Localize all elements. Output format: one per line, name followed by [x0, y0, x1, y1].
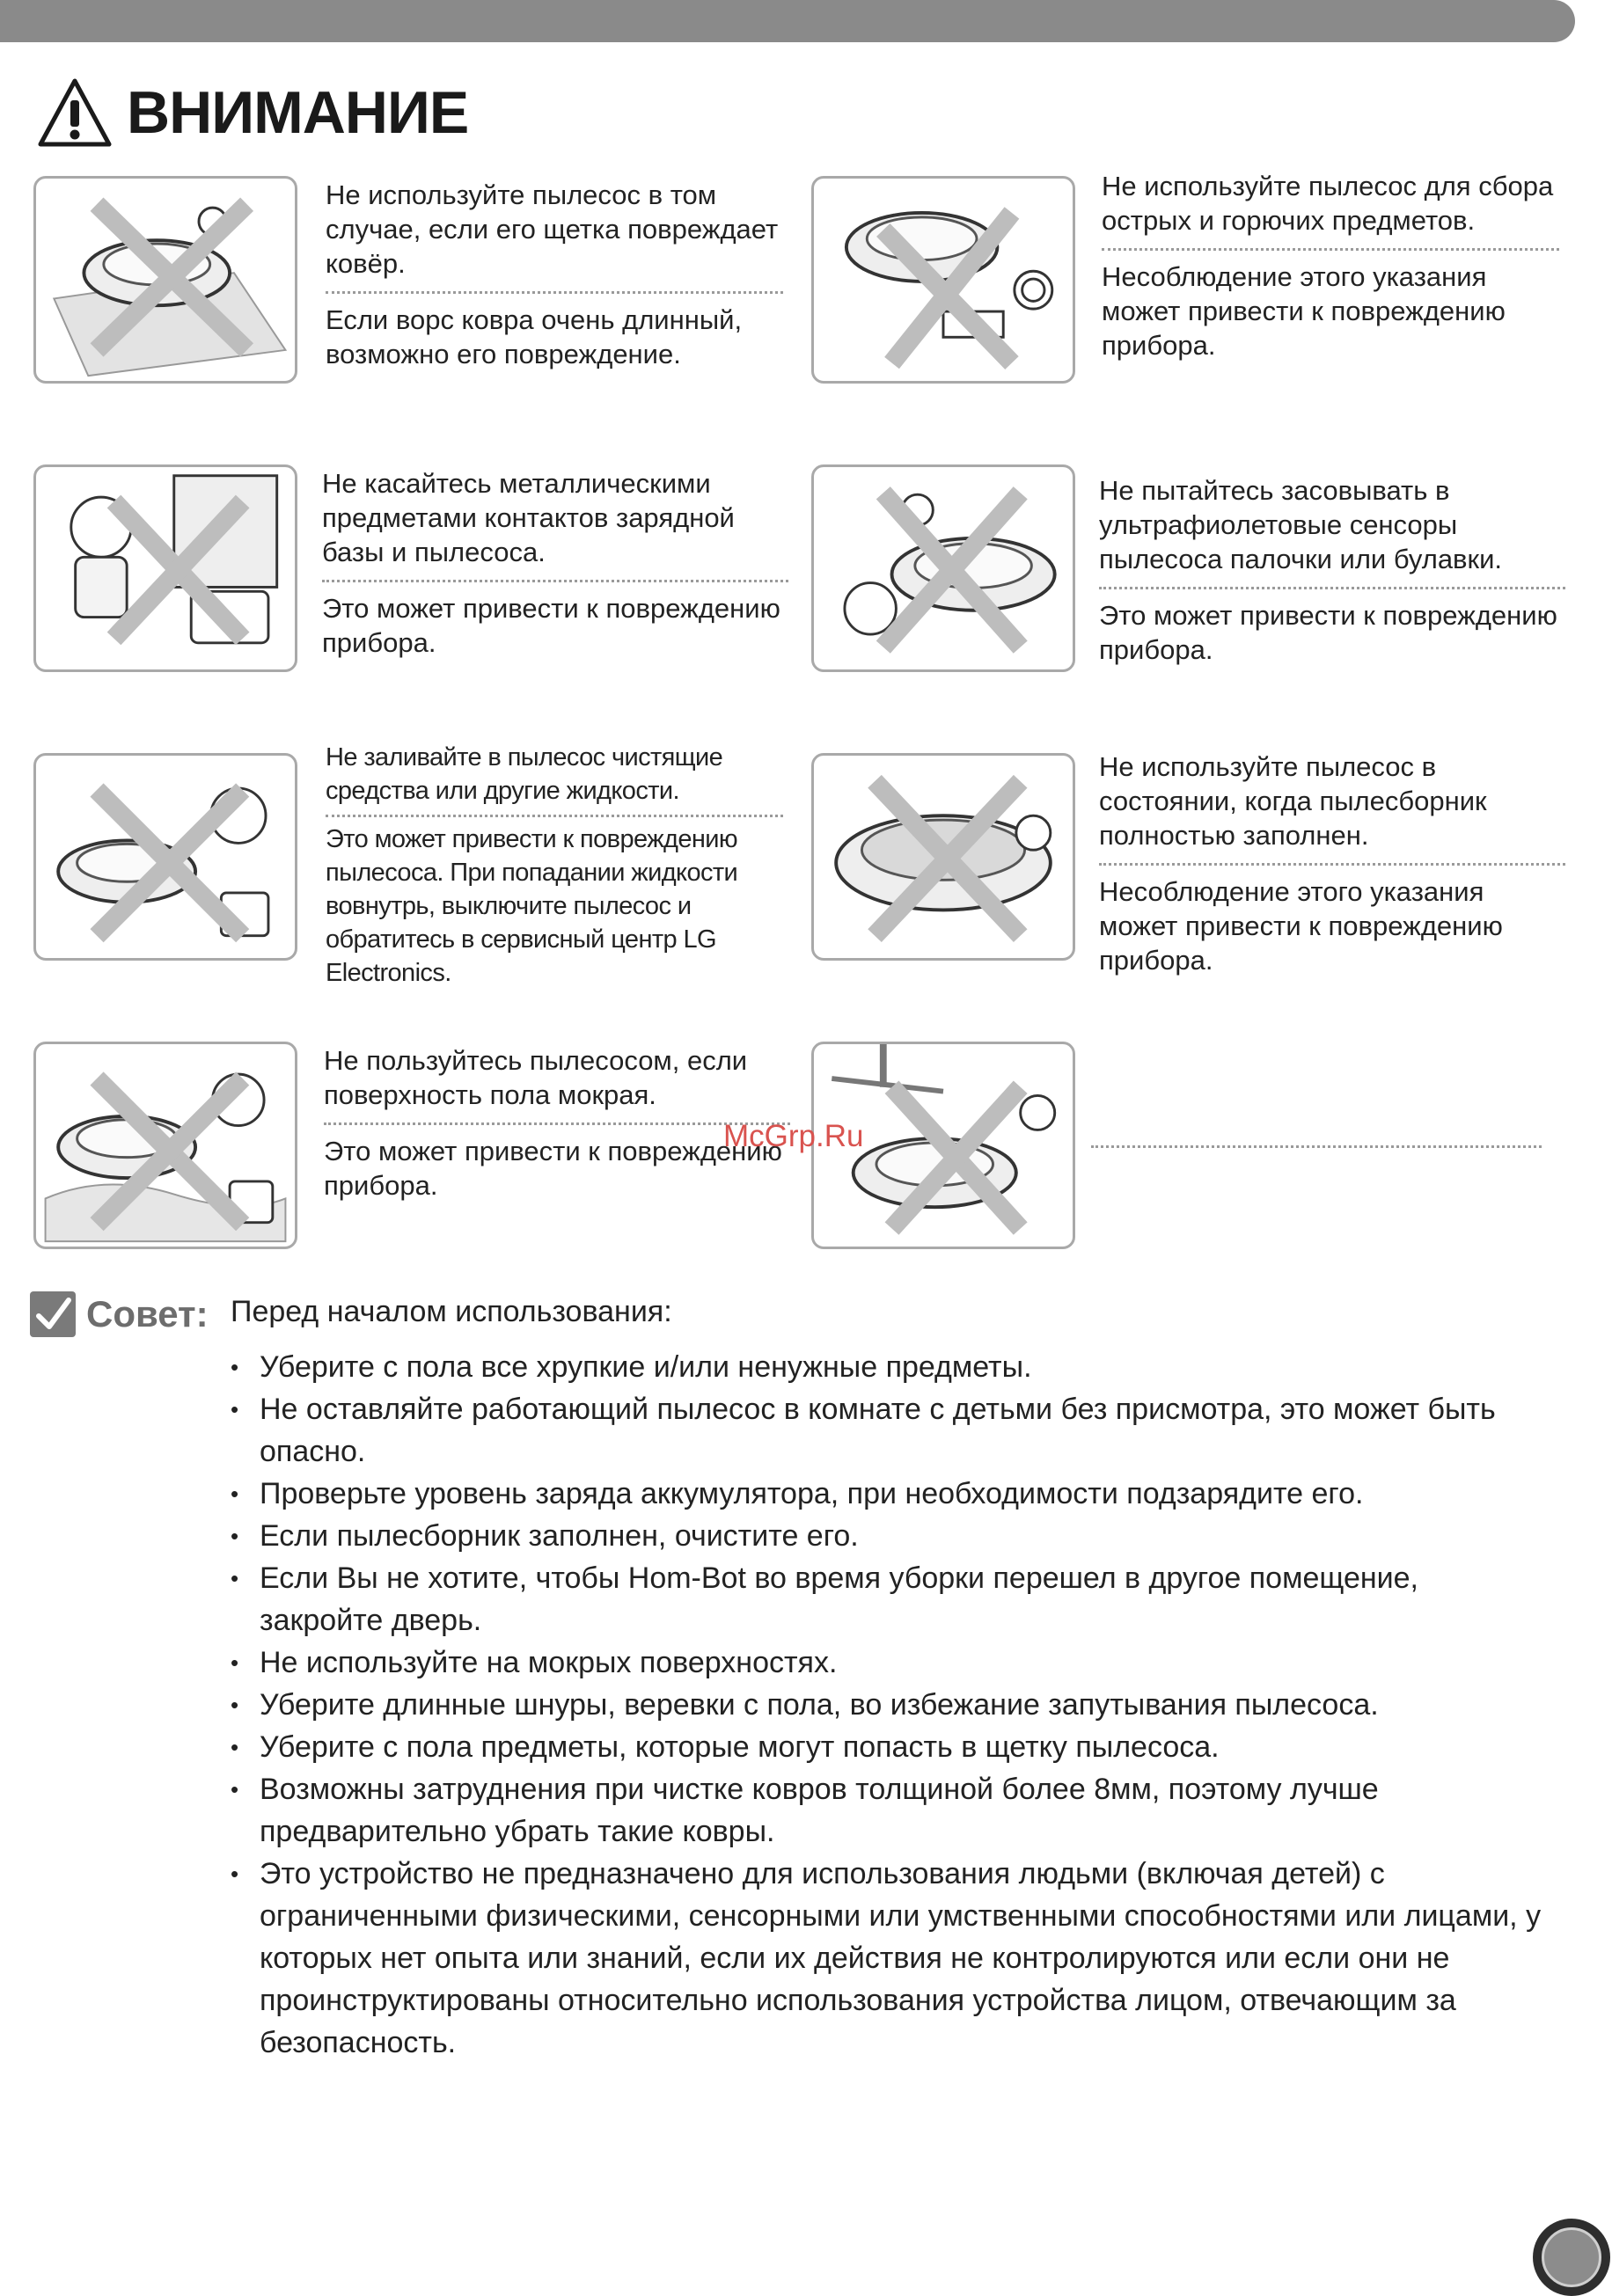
- child-uv-sensor-illustration: [811, 464, 1075, 672]
- robot-full-dust-bin-illustration: [811, 753, 1075, 961]
- tip-label: Совет:: [86, 1293, 209, 1334]
- dotted-divider: [1102, 248, 1559, 251]
- list-item: • Не используйте на мокрых поверхностях.: [227, 1642, 1547, 1684]
- list-item: • Возможны затруднения при чистке ковров толщиной более 8мм, поэтому лучше предварительно убрать такие ковры.: [227, 1768, 1547, 1853]
- dotted-divider: [326, 291, 783, 294]
- child-charging-base-illustration: [33, 464, 297, 672]
- warning-text: Не используйте пылесос для сбора острых и горючих предметов.: [1102, 171, 1554, 236]
- tip-list: [227, 1346, 1547, 2064]
- list-item: • Если Вы не хотите, чтобы Hom-Bot во время уборки перешел в другое помещение, закройте дверь.: [227, 1557, 1547, 1642]
- warning-text: Не пытайтесь засовывать в ультрафиолетовые сенсоры пылесоса палочки или булавки.: [1099, 475, 1503, 574]
- page-heading: [37, 77, 468, 148]
- checkmark-icon: [30, 1291, 76, 1337]
- warning-text: Не касайтесь металлическими предметами контактов зарядной базы и пылесоса.: [322, 468, 735, 567]
- list-item: • Это устройство не предназначено для использования людьми (включая детей) с ограниченными физическими, сенсорными или умственными способностями или лицами, у которых нет опыта или знаний, если их действия не контролируются или если они не проинструктированы относительно использования устройства лицом, отвечающим за безопасность.: [227, 1853, 1547, 2064]
- tip-intro: Перед началом использования:: [231, 1295, 672, 1328]
- note-text: Несоблюдение этого указания может привести к повреждению прибора.: [1102, 261, 1506, 361]
- page-title: ВНИМАНИЕ: [127, 79, 469, 146]
- list-item: • Уберите с пола предметы, которые могут попасть в щетку пылесоса.: [227, 1726, 1547, 1768]
- robot-wet-floor-illustration: [33, 1042, 297, 1249]
- robot-on-carpet-no-illustration: [33, 176, 297, 384]
- robot-sharp-objects-illustration: [811, 176, 1075, 384]
- watermark-text: McGrp.Ru: [723, 1119, 864, 1153]
- list-item: • Не оставляйте работающий пылесос в комнате с детьми без присмотра, это может быть опасно.: [227, 1388, 1547, 1473]
- warning-text: Не пользуйтесь пылесосом, если поверхность пола мокрая.: [324, 1045, 748, 1110]
- warning-text: Не заливайте в пылесос чистящие средства или другие жидкости.: [326, 743, 723, 805]
- note-text: Это может привести к повреждению прибора.: [1099, 600, 1557, 665]
- top-bar: [0, 0, 1575, 42]
- dotted-divider: [1099, 587, 1565, 589]
- note-text: Если ворс ковра очень длинный, возможно его повреждение.: [326, 304, 743, 369]
- note-text: Это может привести к повреждению прибора.: [322, 593, 780, 658]
- dotted-divider: [322, 580, 788, 582]
- dotted-divider: [1091, 1145, 1542, 1148]
- note-text: Это может привести к повреждению пылесоса. При попадании жидкости вовнутрь, выключите пылесос и обратитесь в сервисный центр LG Electronics.: [326, 825, 738, 987]
- note-text: Это может привести к повреждению прибора.: [324, 1136, 782, 1201]
- list-item: • Проверьте уровень заряда аккумулятора, при необходимости подзарядите его.: [227, 1473, 1547, 1515]
- list-item: • Уберите с пола все хрупкие и/или ненужные предметы.: [227, 1346, 1547, 1388]
- list-item: • Если пылесборник заполнен, очистите его.: [227, 1515, 1547, 1557]
- note-text: Несоблюдение этого указания может привести к повреждению прибора.: [1099, 876, 1503, 976]
- dotted-divider: [1099, 863, 1565, 866]
- warning-text: Не используйте пылесос в том случае, если его щетка повреждает ковёр.: [326, 179, 779, 279]
- girl-pouring-liquid-illustration: [33, 753, 297, 961]
- dotted-divider: [324, 1122, 790, 1125]
- list-item: • Уберите длинные шнуры, веревки с пола, во избежание запутывания пылесоса.: [227, 1684, 1547, 1726]
- warning-triangle-icon: [37, 77, 113, 148]
- tip-heading: [30, 1291, 209, 1337]
- warning-text: Не используйте пылесос в состоянии, когда пылесборник полностью заполнен.: [1099, 751, 1487, 851]
- dotted-divider: [326, 815, 783, 817]
